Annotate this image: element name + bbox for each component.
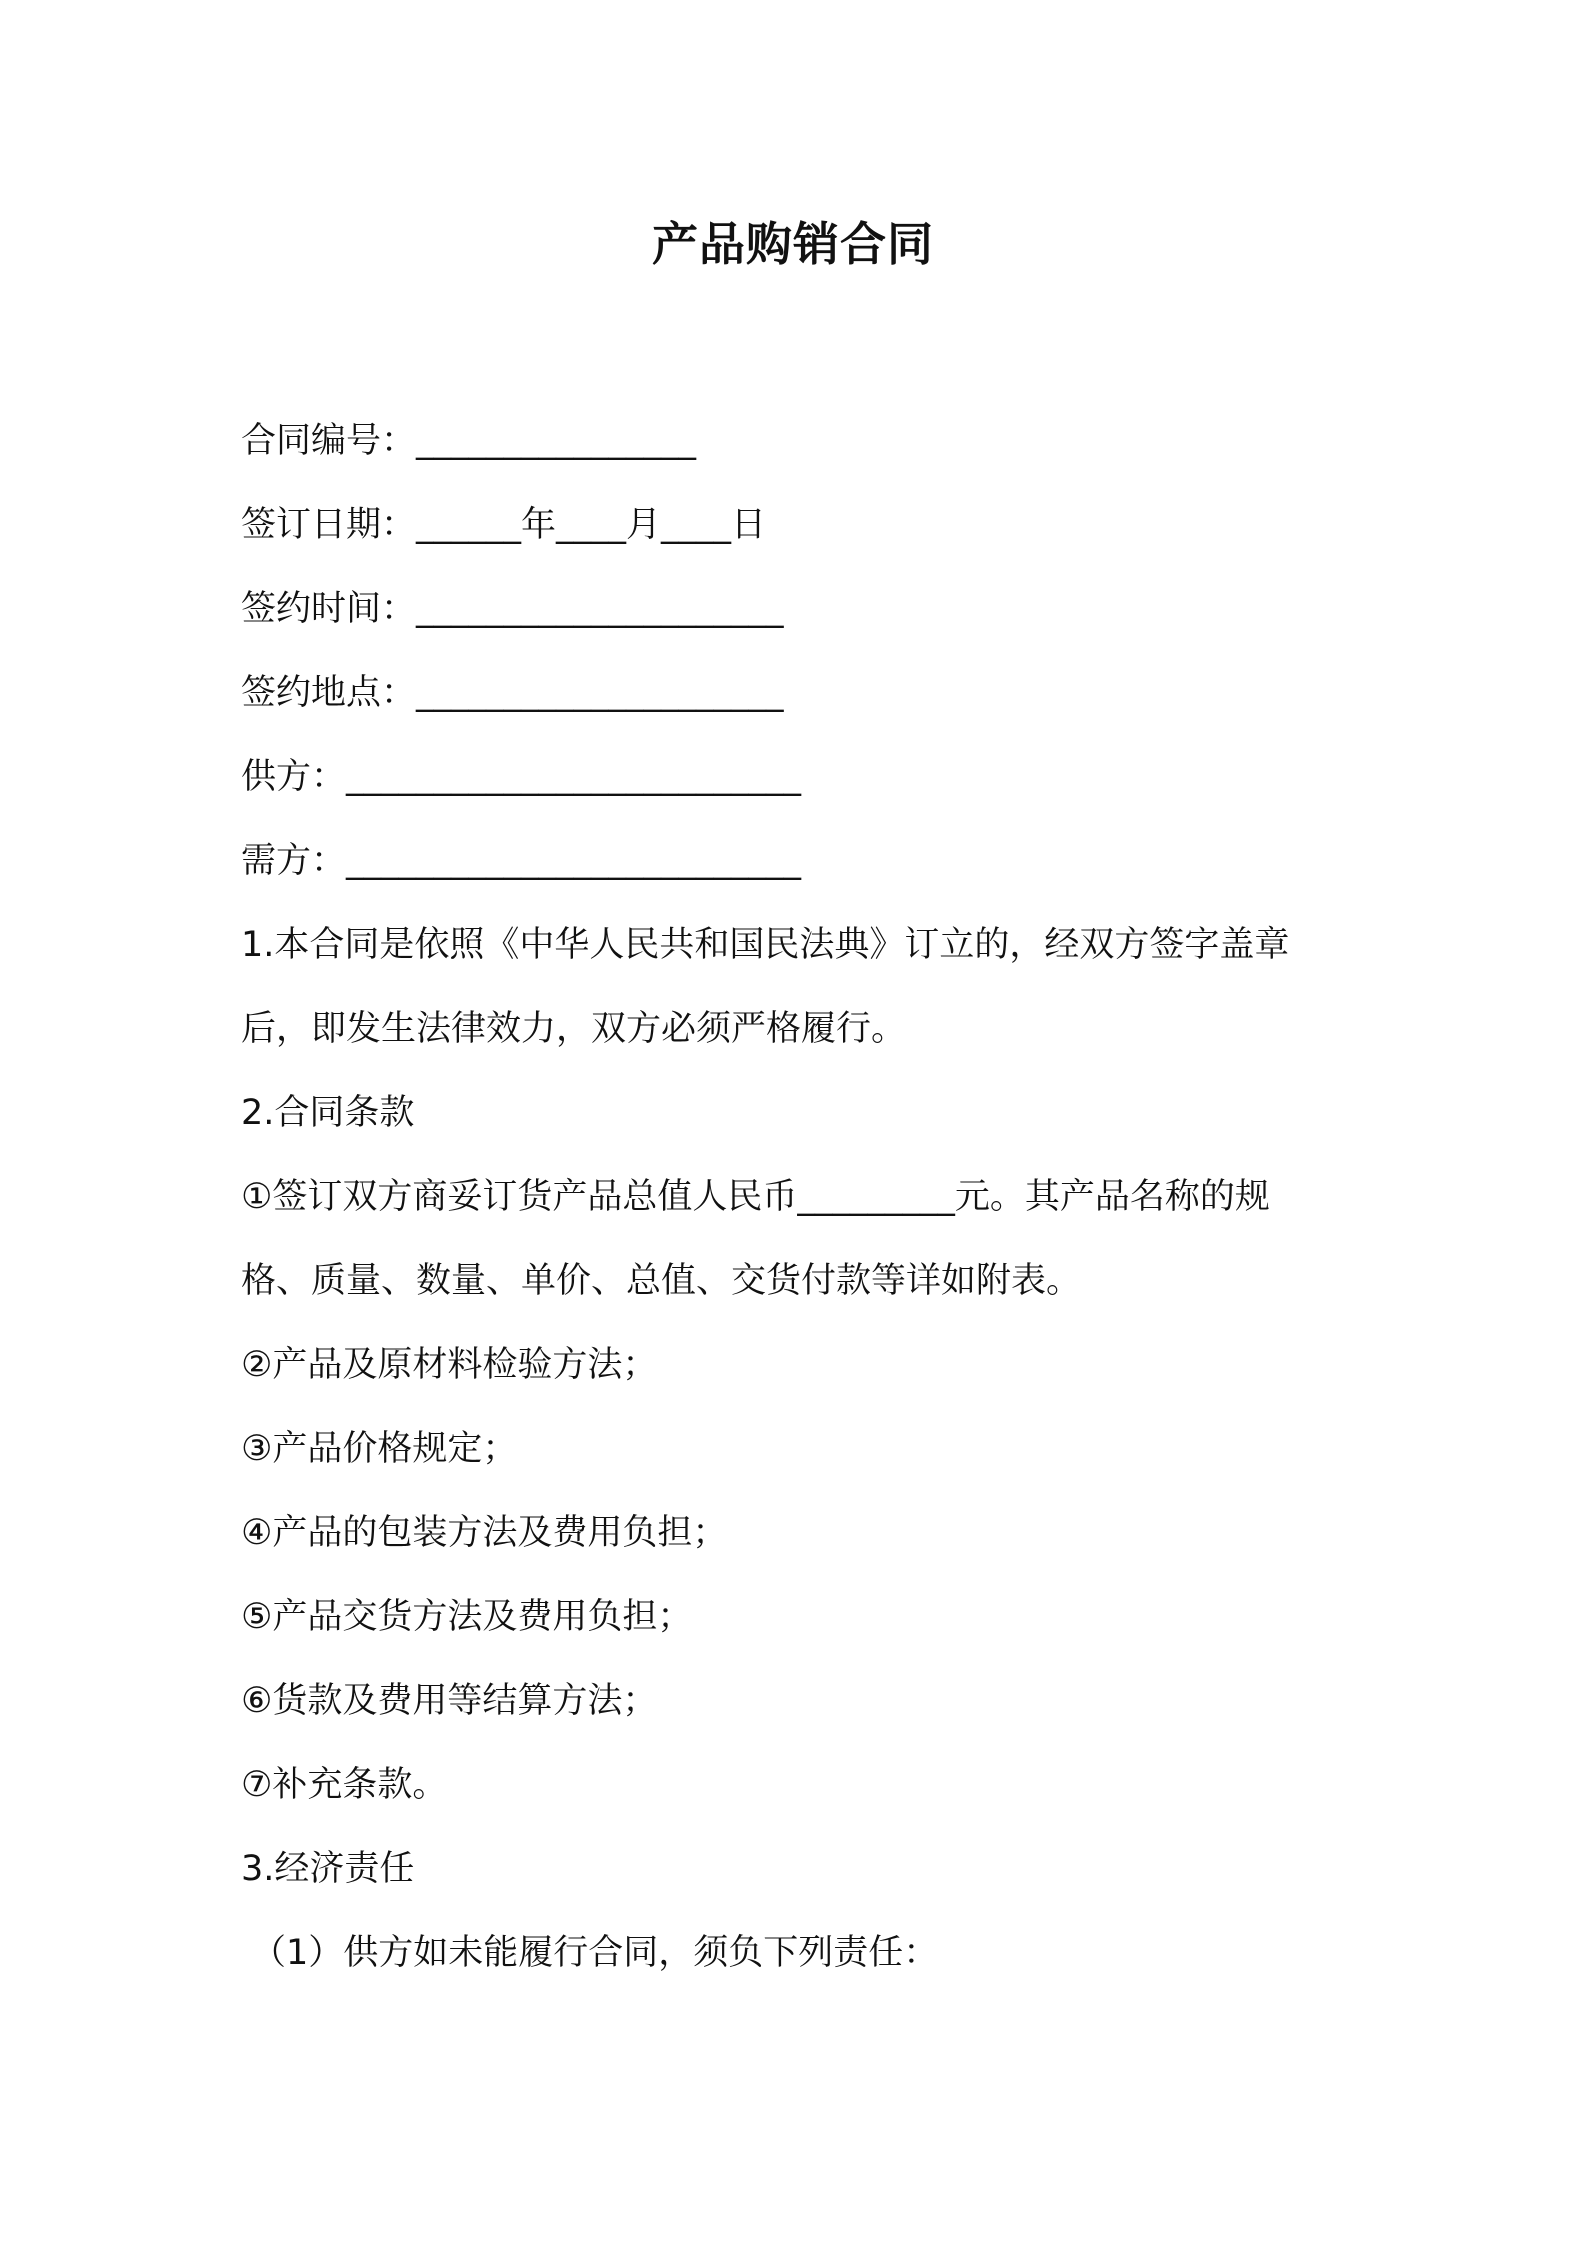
term-2: ②产品及原材料检验方法； bbox=[241, 1345, 658, 1385]
clause-1-line-1: 1.本合同是依照《中华人民共和国民法典》订立的，经双方签字盖章 bbox=[241, 925, 1290, 965]
term-7: ⑦补充条款。 bbox=[241, 1765, 448, 1805]
term-6: ⑥货款及费用等结算方法； bbox=[241, 1681, 658, 1721]
sign-place-field: 签约地点：_____________________ bbox=[241, 673, 784, 713]
sign-date-field: 签订日期：______年____月____日 bbox=[241, 505, 767, 545]
document-title: 产品购销合同 bbox=[652, 217, 934, 271]
contract-number-field: 合同编号：________________ bbox=[241, 421, 697, 461]
term-3: ③产品价格规定； bbox=[241, 1429, 518, 1469]
section-2-heading: 2.合同条款 bbox=[241, 1093, 415, 1133]
term-1-line-2: 格、质量、数量、单价、总值、交货付款等详如附表。 bbox=[241, 1261, 1082, 1301]
section-3-heading: 3.经济责任 bbox=[241, 1849, 415, 1889]
buyer-field: 需方：__________________________ bbox=[241, 841, 802, 881]
sign-time-field: 签约时间：_____________________ bbox=[241, 589, 784, 629]
term-1-line-1: ①签订双方商妥订货产品总值人民币_________元。其产品名称的规 bbox=[241, 1177, 1270, 1217]
liability-1: （1）供方如未能履行合同，须负下列责任： bbox=[251, 1933, 939, 1973]
term-4: ④产品的包装方法及费用负担； bbox=[241, 1513, 728, 1553]
clause-1-line-2: 后，即发生法律效力，双方必须严格履行。 bbox=[241, 1009, 907, 1049]
supplier-field: 供方：__________________________ bbox=[241, 757, 802, 797]
term-5: ⑤产品交货方法及费用负担； bbox=[241, 1597, 693, 1637]
